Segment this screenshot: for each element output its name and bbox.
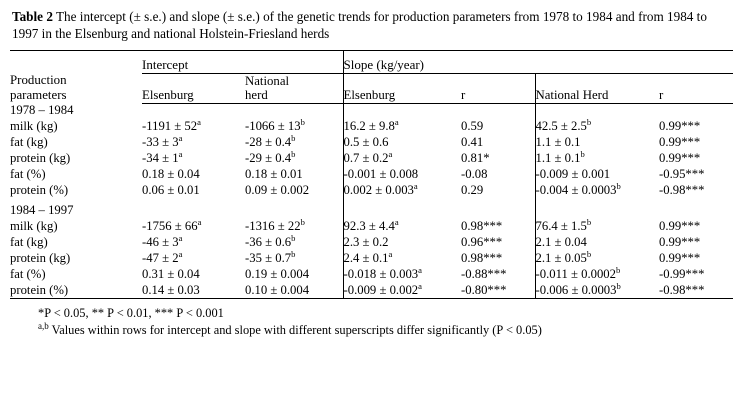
cell-slope-national: 42.5 ± 2.5$^b$: [535, 118, 659, 134]
cell-slope-elsenburg: -0.001 ± 0.008: [343, 166, 461, 182]
cell-r-national: 0.99***: [659, 251, 701, 265]
row-label: fat (%): [10, 267, 46, 281]
cell-r-elsenburg: -0.80***: [461, 282, 535, 299]
section-title: 1978 – 1984: [10, 103, 74, 117]
cell-r-national: -0.98***: [659, 282, 733, 299]
cell-intercept-elsenburg: $-47 \pm 2^a$: [142, 248, 183, 265]
cell-r-national: 0.99***: [659, 219, 701, 233]
cell-intercept-national: -28 ± 0.4$^b$: [245, 132, 296, 149]
table-row: [10, 166, 733, 182]
table-footnotes: [10, 305, 735, 338]
header-production-parameters-line1: Production: [10, 72, 67, 87]
row-label: fat (%): [10, 167, 46, 181]
cell-intercept-national: 0.19 ± 0.004: [245, 267, 310, 281]
cell-intercept-elsenburg: $-1756 \pm 66^a$: [142, 216, 202, 233]
cell-r-national: 0.99***: [659, 235, 701, 249]
cell-r-national: -0.95***: [659, 167, 705, 181]
cell-r-national: 0.99***: [659, 119, 701, 133]
header-production-parameters-line2: parameters: [10, 87, 67, 102]
table-caption-label: Table 2: [12, 9, 53, 24]
table-row: [10, 182, 733, 198]
cell-intercept-elsenburg: 0.31 ± 0.04: [142, 267, 200, 281]
header-national-herd-intercept-line2: herd: [245, 88, 268, 103]
cell-slope-national: -0.009 ± 0.001: [535, 166, 659, 182]
header-r-national: r: [659, 73, 733, 103]
cell-intercept-elsenburg: $-1191 \pm 52^a$: [142, 116, 201, 133]
cell-slope-elsenburg: 16.2 ± 9.8$^a$: [343, 118, 461, 134]
header-slope-group: Slope (kg/year): [343, 57, 733, 74]
cell-slope-national: 76.4 ± 1.5$^b$: [535, 218, 659, 234]
cell-r-elsenburg: 0.59: [461, 119, 484, 133]
cell-intercept-national: -35 ± 0.7$^b$: [245, 248, 296, 265]
header-national-herd-slope: National Herd: [535, 73, 659, 103]
table-row: [10, 250, 733, 266]
cell-slope-elsenburg: 2.4 ± 0.1$^a$: [343, 250, 461, 266]
cell-slope-national: 1.1 ± 0.1: [535, 134, 659, 150]
cell-intercept-elsenburg: 0.06 ± 0.01: [142, 183, 200, 197]
cell-r-elsenburg: 0.29: [461, 183, 484, 197]
table-row: [10, 218, 733, 234]
cell-slope-national: 2.1 ± 0.04: [535, 234, 659, 250]
row-label: milk (kg): [10, 219, 58, 233]
cell-slope-elsenburg: 2.3 ± 0.2: [343, 234, 461, 250]
cell-r-national: 0.99***: [659, 135, 701, 149]
cell-r-national: -0.99***: [659, 267, 705, 281]
table-row: [10, 266, 733, 282]
table-row: [10, 150, 733, 166]
cell-slope-national: 2.1 ± 0.05$^b$: [535, 250, 659, 266]
cell-slope-national: 1.1 ± 0.1$^b$: [535, 150, 659, 166]
cell-r-elsenburg: 0.98***: [461, 251, 503, 265]
table-row: [10, 134, 733, 150]
cell-intercept-elsenburg: 0.18 ± 0.04: [142, 167, 200, 181]
cell-r-elsenburg: -0.08: [461, 167, 488, 181]
cell-intercept-elsenburg: 0.14 ± 0.03: [142, 282, 245, 299]
cell-intercept-national: 0.09 ± 0.002: [245, 183, 310, 197]
cell-r-elsenburg: 0.98***: [461, 219, 503, 233]
footnote-significance: *P < 0.05, ** P < 0.01, *** P < 0.001: [38, 306, 224, 320]
cell-slope-elsenburg: 0.002 ± 0.003$^a$: [343, 182, 461, 198]
header-elsenburg-slope: Elsenburg: [343, 73, 461, 103]
cell-slope-elsenburg: -0.018 ± 0.003$^a$: [343, 266, 461, 282]
footnote-superscripts: [38, 322, 735, 339]
row-label: protein (%): [10, 282, 142, 299]
genetic-trends-table: [10, 50, 733, 299]
cell-slope-elsenburg: 92.3 ± 4.4$^a$: [343, 218, 461, 234]
table-caption-text: The intercept (± s.e.) and slope (± s.e.) of the genetic trends for production parameters from 1978 to 1984 and from 1984 to 1997 in the Elsenburg and national Holstein-Friesland herds: [12, 9, 707, 42]
cell-intercept-elsenburg: $-46 \pm 3^a$: [142, 232, 183, 249]
footnote-superscript-text: Values within rows for intercept and slope with different superscripts differ significantly (P < 0.05): [51, 322, 542, 337]
cell-slope-elsenburg: 0.5 ± 0.6: [343, 134, 461, 150]
header-groups: [10, 57, 733, 74]
header-production-parameters: [10, 57, 142, 103]
cell-intercept-elsenburg: $-34 \pm 1^a$: [142, 148, 183, 165]
cell-r-elsenburg: -0.88***: [461, 267, 507, 281]
row-label: protein (kg): [10, 151, 71, 165]
cell-slope-national: -0.006 ± 0.0003$^b$: [535, 282, 659, 299]
footnote-superscript-marker: a,b: [38, 320, 49, 331]
section-title-row: [10, 103, 733, 118]
table-caption: [12, 8, 733, 43]
cell-intercept-elsenburg: $-33 \pm 3^a$: [142, 132, 183, 149]
cell-r-elsenburg: 0.41: [461, 135, 484, 149]
row-label: fat (kg): [10, 135, 48, 149]
cell-intercept-national: -36 ± 0.6$^b$: [245, 232, 296, 249]
row-label: protein (kg): [10, 251, 71, 265]
header-elsenburg-intercept: Elsenburg: [142, 73, 245, 103]
cell-slope-elsenburg: -0.009 ± 0.002$^a$: [343, 282, 461, 299]
section-title: 1984 – 1997: [10, 203, 74, 217]
table-row: [10, 282, 733, 299]
cell-intercept-national: $-1316 \pm 22^b$: [245, 216, 305, 233]
cell-r-national: -0.98***: [659, 183, 705, 197]
row-label: milk (kg): [10, 119, 58, 133]
cell-slope-national: -0.011 ± 0.0002$^b$: [535, 266, 659, 282]
table-row: [10, 118, 733, 134]
cell-r-elsenburg: 0.96***: [461, 235, 503, 249]
cell-slope-national: -0.004 ± 0.0003$^b$: [535, 182, 659, 198]
cell-intercept-national: -29 ± 0.4$^b$: [245, 148, 296, 165]
header-intercept-group: Intercept: [142, 57, 343, 74]
row-label: fat (kg): [10, 235, 48, 249]
header-r-elsenburg: r: [461, 73, 535, 103]
cell-intercept-national: 0.10 ± 0.004: [245, 282, 343, 299]
header-national-herd-intercept: [245, 73, 343, 103]
section-title-row: [10, 203, 733, 218]
cell-intercept-national: $-1066 \pm 13^b$: [245, 116, 305, 133]
header-national-herd-intercept-line1: National: [245, 73, 290, 88]
cell-slope-elsenburg: 0.7 ± 0.2$^a$: [343, 150, 461, 166]
row-label: protein (%): [10, 183, 69, 197]
table-row: [10, 234, 733, 250]
cell-r-elsenburg: 0.81*: [461, 151, 490, 165]
cell-intercept-national: 0.18 ± 0.01: [245, 167, 303, 181]
cell-r-national: 0.99***: [659, 151, 701, 165]
